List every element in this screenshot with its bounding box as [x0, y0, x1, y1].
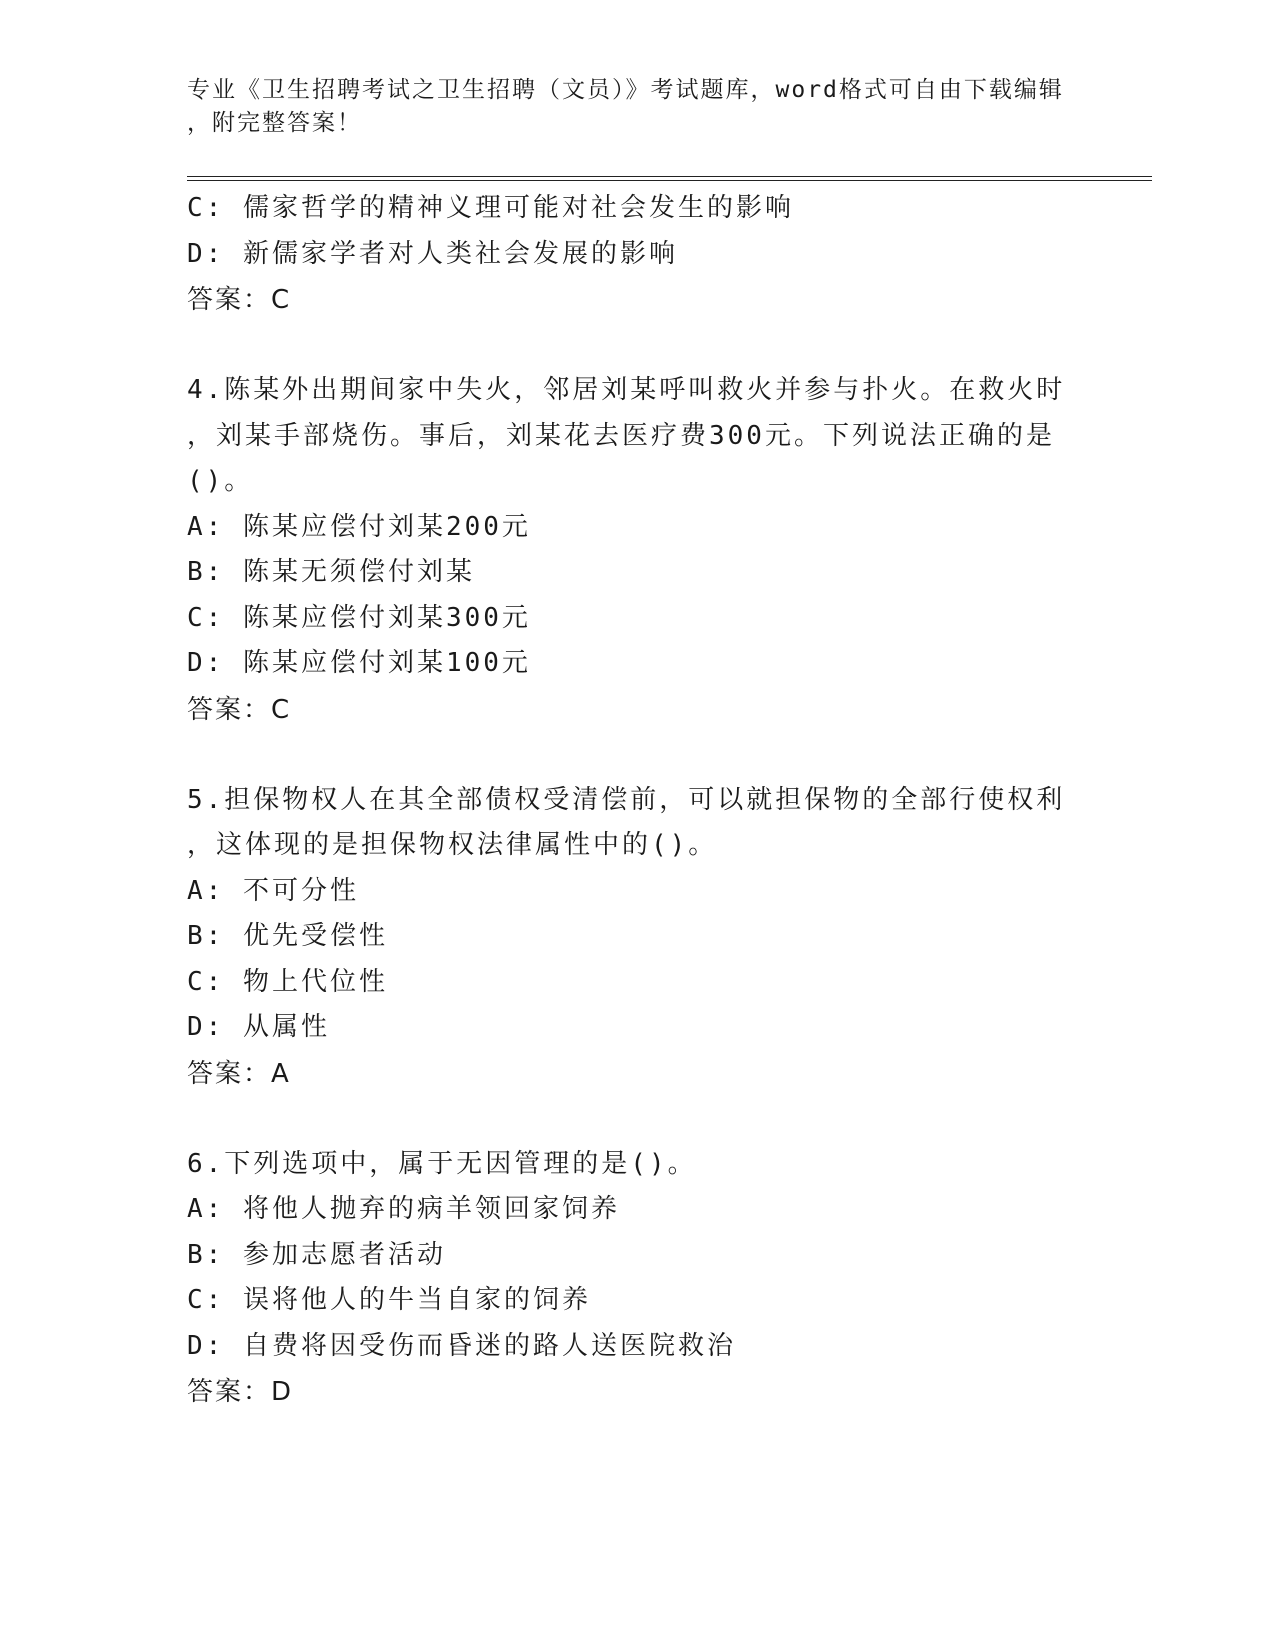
question-stem-line: 5.担保物权人在其全部债权受清偿前，可以就担保物的全部行使权利 [187, 784, 1066, 815]
question-5 [187, 778, 1077, 1097]
question-list [187, 186, 1077, 1415]
question-stem-line: ()。 [187, 466, 254, 496]
question-6 [187, 1142, 1077, 1416]
answer: 答案：D [187, 1377, 294, 1407]
answer: 答案：A [187, 1058, 291, 1089]
document-header [187, 74, 1067, 140]
header-line-1: 专业《卫生招聘考试之卫生招聘（文员）》考试题库，word格式可自由下载编辑 [187, 77, 1064, 103]
option-a: A: 将他人抛弃的病羊领回家饲养 [187, 1194, 620, 1224]
option-c: C: 陈某应偿付刘某300元 [187, 602, 531, 633]
option-c: C: 物上代位性 [187, 966, 388, 997]
header-line-2: ，附完整答案！ [187, 110, 362, 136]
option-d: D: 自费将因受伤而昏迷的路人送医院救治 [187, 1330, 736, 1361]
question-3-continued [187, 186, 1077, 323]
option-b: B: 参加志愿者活动 [187, 1239, 446, 1270]
option-b: B: 陈某无须偿付刘某 [187, 557, 475, 587]
question-stem-line: ，这体现的是担保物权法律属性中的()。 [187, 830, 718, 860]
option-b: B: 优先受偿性 [187, 921, 388, 951]
answer: 答案：C [187, 285, 292, 315]
option-d: D: 陈某应偿付刘某100元 [187, 648, 531, 678]
option-c: C: 误将他人的牛当自家的饲养 [187, 1285, 591, 1315]
header-divider [187, 176, 1152, 181]
answer: 答案：C [187, 694, 292, 725]
question-stem-line: 6.下列选项中，属于无因管理的是()。 [187, 1148, 697, 1179]
option-d: D: 新儒家学者对人类社会发展的影响 [187, 238, 678, 269]
question-4 [187, 368, 1077, 733]
option-a: A: 不可分性 [187, 875, 359, 906]
option-c: C: 儒家哲学的精神义理可能对社会发生的影响 [187, 193, 794, 223]
option-d: D: 从属性 [187, 1012, 330, 1042]
question-stem-line: 4.陈某外出期间家中失火，邻居刘某呼叫救火并参与扑火。在救火时 [187, 375, 1066, 405]
question-stem-line: ，刘某手部烧伤。事后，刘某花去医疗费300元。下列说法正确的是 [187, 420, 1055, 451]
option-a: A: 陈某应偿付刘某200元 [187, 511, 531, 542]
